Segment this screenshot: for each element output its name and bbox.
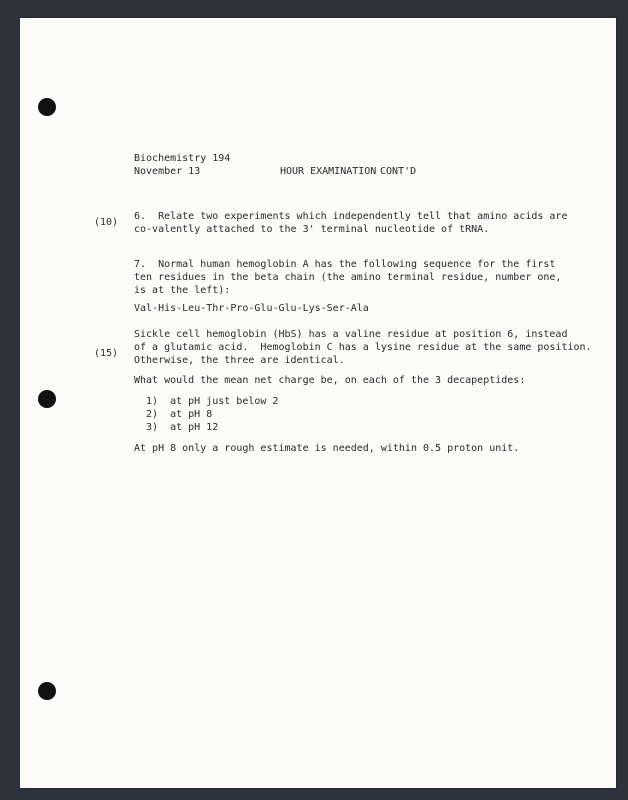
continued-label: CONT'D: [380, 166, 417, 177]
question7-intro-line3: is at the left):: [134, 285, 231, 296]
punch-hole-bottom: [38, 682, 56, 700]
list-item: 3) at pH 12: [146, 422, 219, 433]
estimate-note: At pH 8 only a rough estimate is needed, within 0.5 proton unit.: [134, 443, 520, 454]
question6-line1: 6. Relate two experiments which independently tell that amino acids are: [134, 211, 568, 222]
punch-hole-middle: [38, 390, 56, 408]
question7-intro-line1: 7. Normal human hemoglobin A has the following sequence for the first: [134, 259, 556, 270]
list-item: 1) at pH just below 2: [146, 396, 279, 407]
question6-line2: co-valently attached to the 3' terminal nucleotide of tRNA.: [134, 224, 490, 235]
question6-points: (10): [94, 217, 119, 228]
punch-hole-top: [38, 98, 56, 116]
course-name: Biochemistry 194: [134, 153, 231, 164]
list-item: 2) at pH 8: [146, 409, 213, 420]
charge-question: What would the mean net charge be, on each of the 3 decapeptides:: [134, 375, 526, 386]
sickle-line1: Sickle cell hemoglobin (HbS) has a valine residue at position 6, instead: [134, 329, 568, 340]
question7-intro-line2: ten residues in the beta chain (the amino terminal residue, number one,: [134, 272, 562, 283]
peptide-sequence: Val-His-Leu-Thr-Pro-Glu-Glu-Lys-Ser-Ala: [134, 303, 369, 314]
question7-points: (15): [94, 348, 119, 359]
exam-title: HOUR EXAMINATION: [280, 166, 377, 177]
sickle-line3: Otherwise, the three are identical.: [134, 355, 345, 366]
sickle-line2: of a glutamic acid. Hemoglobin C has a lysine residue at the same position.: [134, 342, 592, 353]
exam-page: [20, 18, 616, 788]
exam-date: November 13: [134, 166, 201, 177]
